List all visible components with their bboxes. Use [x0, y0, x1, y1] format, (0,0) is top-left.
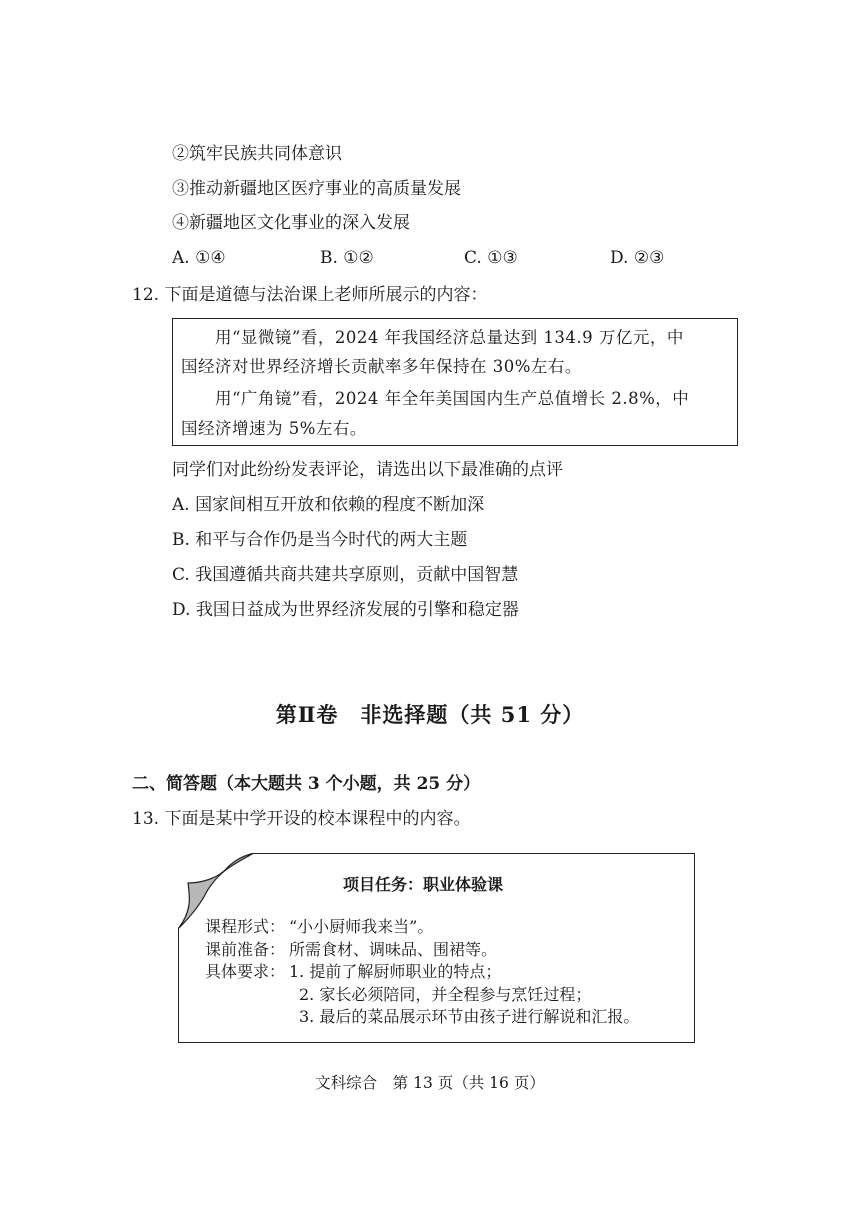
q12-quote-line-3: 用“广角镜”看，2024 年全年美国国内生产总值增长 2.8%，中 [215, 389, 690, 408]
q12-quote-line-4: 国经济增速为 5%左右。 [181, 419, 367, 438]
q13-row-label-2: 课前准备： [205, 940, 286, 959]
q12-option-a: A. 国家间相互开放和依赖的程度不断加深 [172, 495, 485, 515]
q11-option-a: A. ①④ [172, 248, 226, 268]
q11-item-3: ③推动新疆地区医疗事业的高质量发展 [172, 179, 461, 199]
q13-row-text-4: 2. 家长必须陪同，并全程参与烹饪过程； [299, 985, 592, 1004]
q11-item-4: ④新疆地区文化事业的深入发展 [172, 213, 410, 233]
q13-row-text-5: 3. 最后的菜品展示环节由孩子进行解说和汇报。 [299, 1007, 640, 1026]
part2-heading: 二、简答题（本大题共 3 个小题，共 25 分） [132, 774, 481, 794]
q13-row-label-3: 具体要求： [205, 962, 286, 981]
q13-row-text-2: 所需食材、调味品、围裙等。 [289, 940, 498, 959]
q12-quote-line-2: 国经济对世界经济增长贡献率多年保持在 30%左右。 [181, 357, 582, 376]
page-footer: 文科综合 第 13 页（共 16 页） [315, 1074, 545, 1092]
section-title: 第Ⅱ卷 非选择题（共 51 分） [275, 702, 585, 727]
q13-row-text-1: “小小厨师我来当”。 [289, 917, 434, 936]
page-curl-icon [178, 853, 258, 933]
q13-box-title: 项目任务：职业体验课 [343, 875, 504, 894]
q11-option-b: B. ①② [320, 248, 374, 268]
q13-row-label-1: 课程形式： [205, 917, 286, 936]
q11-option-c: C. ①③ [464, 248, 518, 268]
q11-item-2: ②筑牢民族共同体意识 [172, 144, 342, 164]
q12-stem: 12. 下面是道德与法治课上老师所展示的内容： [132, 285, 488, 305]
q12-option-d: D. 我国日益成为世界经济发展的引擎和稳定器 [172, 600, 519, 620]
q11-options [172, 246, 732, 270]
q12-option-b: B. 和平与合作仍是当今时代的两大主题 [172, 530, 468, 550]
q13-stem: 13. 下面是某中学开设的校本课程中的内容。 [132, 809, 471, 829]
q11-option-d: D. ②③ [610, 248, 665, 268]
q12-quote-line-1: 用“显微镜”看，2024 年我国经济总量达到 134.9 万亿元，中 [215, 328, 684, 347]
q12-quote-box [172, 318, 738, 446]
q12-option-c: C. 我国遵循共商共建共享原则，贡献中国智慧 [172, 565, 519, 585]
q12-prompt: 同学们对此纷纷发表评论，请选出以下最准确的点评 [172, 460, 563, 480]
q13-row-text-3: 1. 提前了解厨师职业的特点； [289, 962, 502, 981]
